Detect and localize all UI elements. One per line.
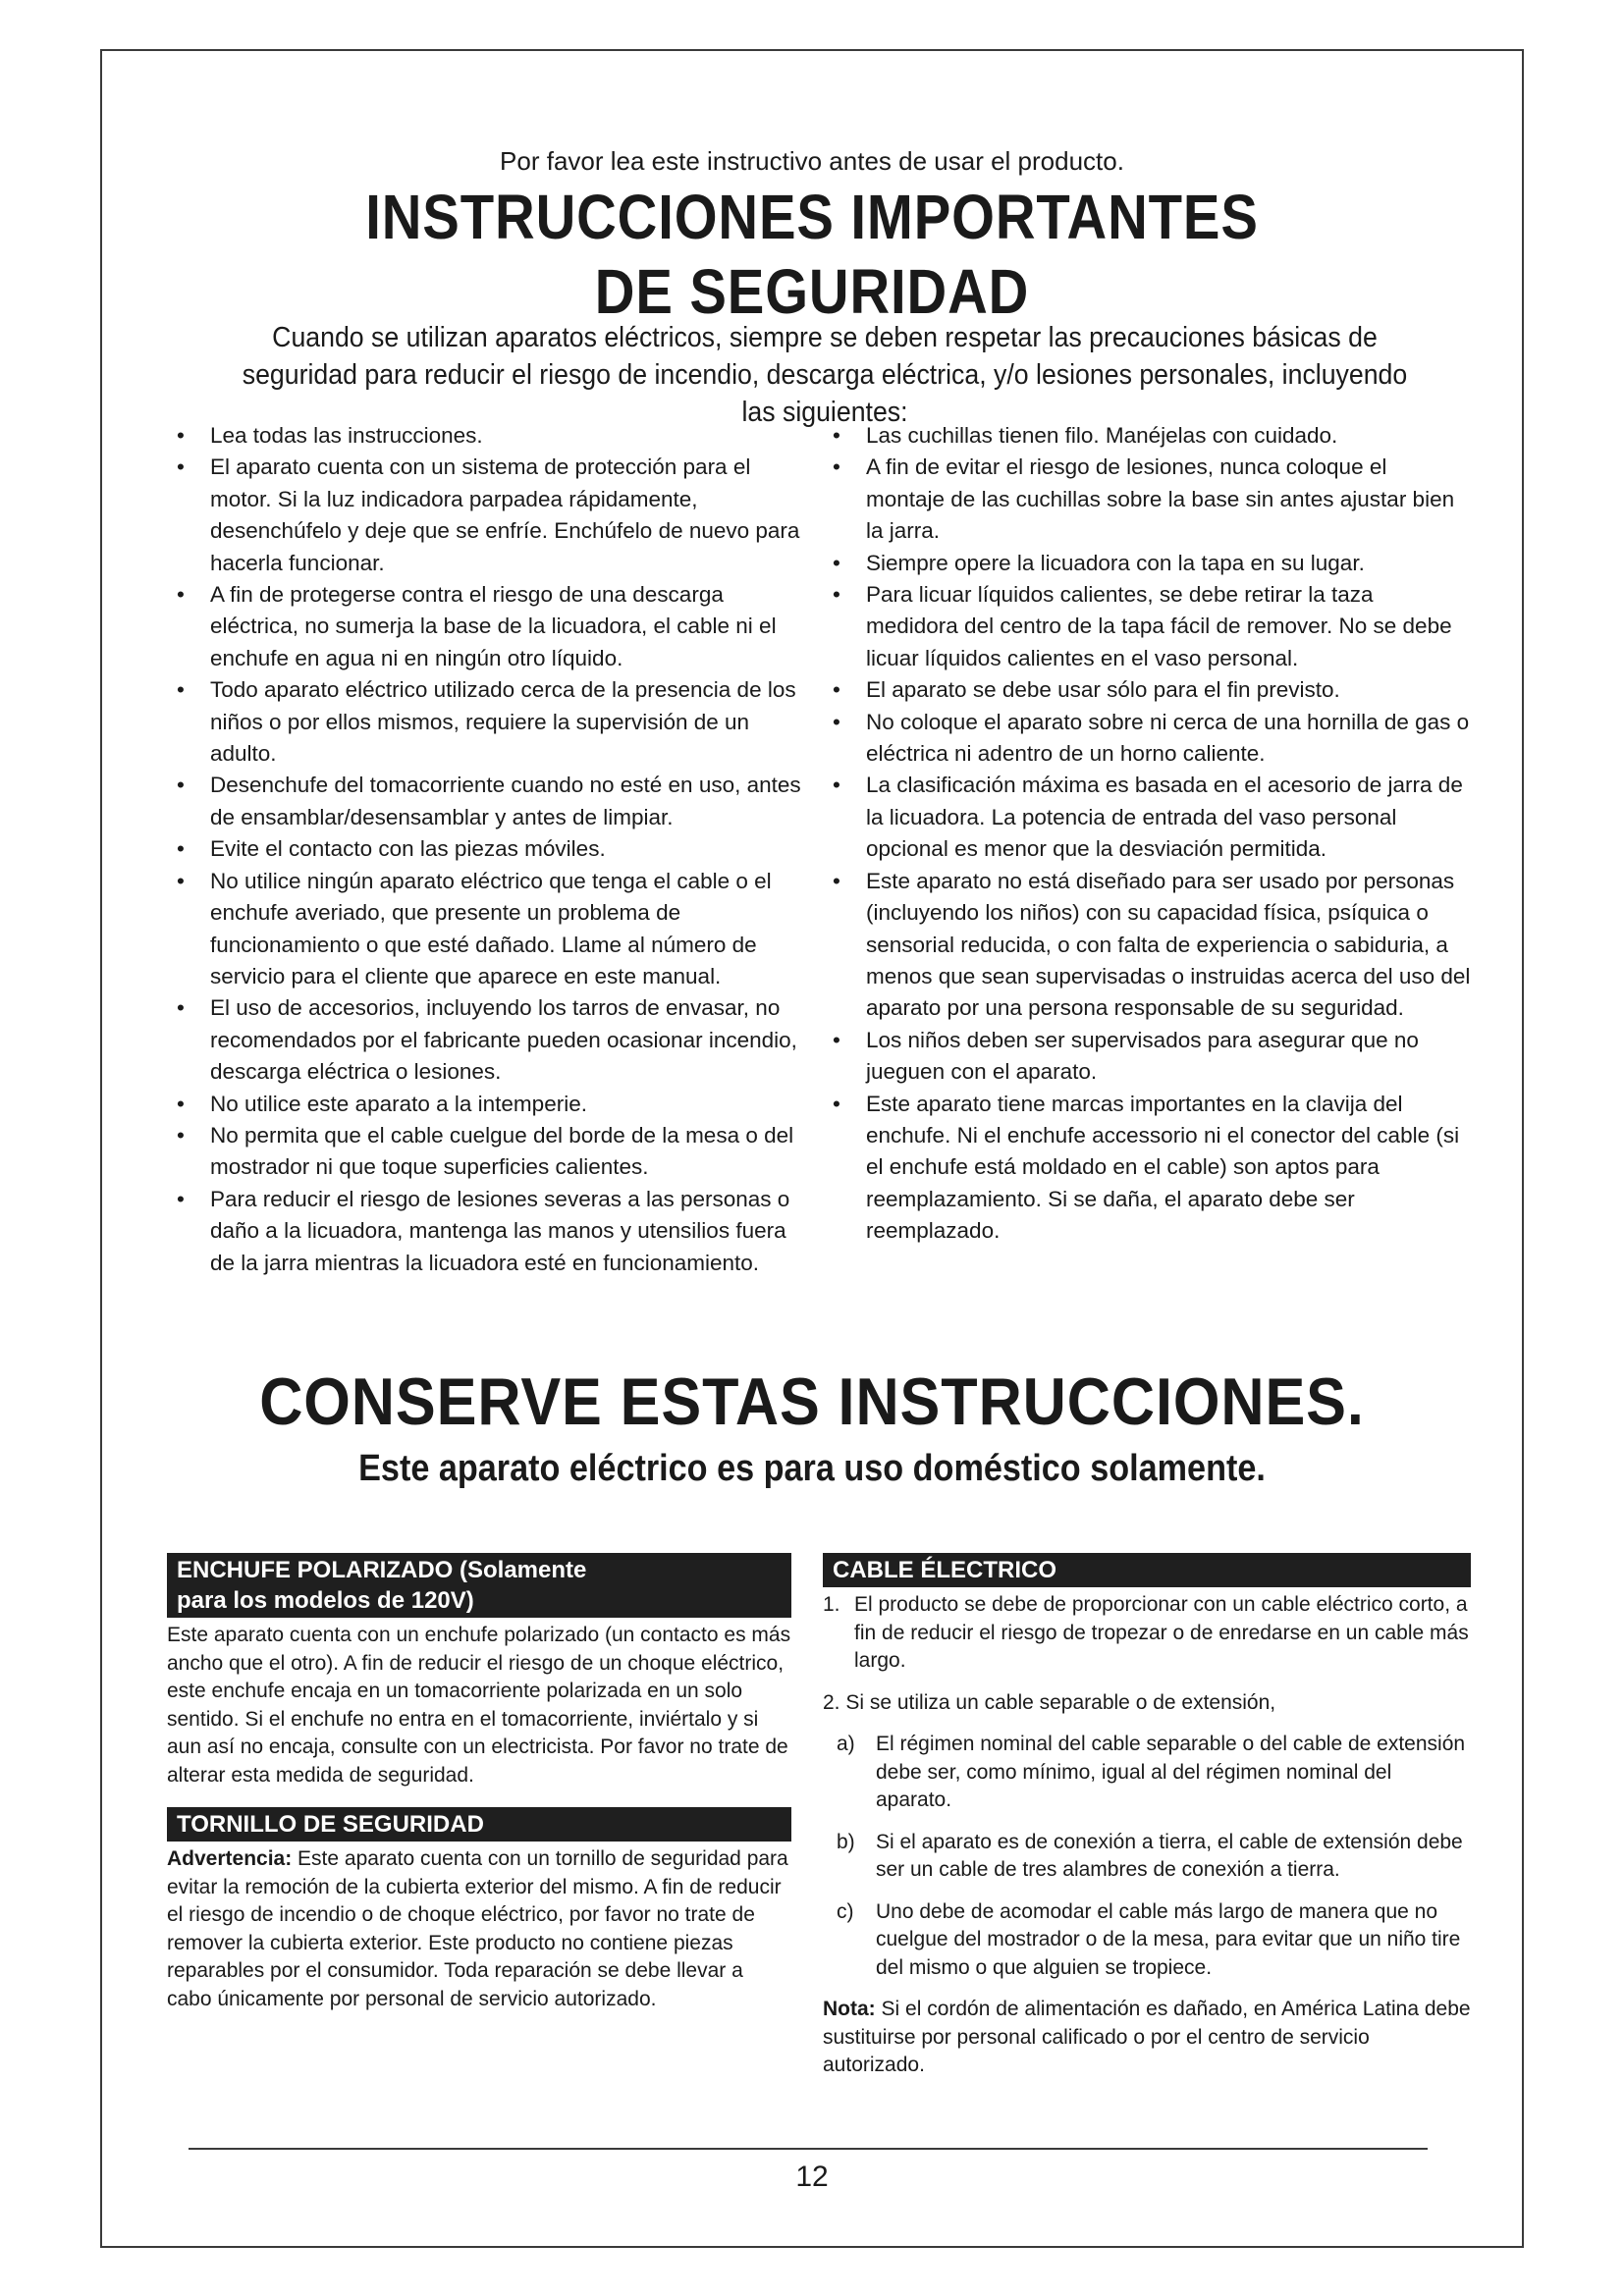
cord-sub-c	[823, 1898, 1471, 1983]
list-item: • Todo aparato eléctrico utilizado cerca de la presencia de los niños o por ellos mismos, requiere la supervisión de un adulto.	[167, 674, 805, 770]
warning-body: Este aparato cuenta con un tornillo de seguridad para evitar la remoción de la cubierta exterior del mismo. A fin de reducir el riesgo de incendio o de choque eléctrico, por favor no trate de remover la cubierta exterior. Este producto no contiene piezas reparables por el consumidor. Toda reparación se debe llevar a cabo únicamente por personal de servicio autorizado.	[167, 1847, 788, 2010]
safety-screw-text	[167, 1845, 791, 2013]
cord-note	[823, 1996, 1471, 2080]
cord-sub-c-text: Uno debe de acomodar el cable más largo de manera que no cuelgue del mostrador o de la mesa, para evitar que un niño tire del mismo o que alguien se tropiece.	[876, 1899, 1461, 1979]
polarized-plug-text: Este aparato cuenta con un enchufe polarizado (un contacto es más ancho que el otro). A fin de reducir el riesgo de un choque eléctrico, este enchufe encaja en un tomacorriente polarizada en un solo sentido. Si el enchufe no entra en el tomacorriente, inviértalo y si aun así no encaja, consulte con un electricista. Por favor no trate de alterar esta medida de seguridad.	[167, 1624, 791, 1787]
polarized-heading-line-1: ENCHUFE POLARIZADO (Solamente	[177, 1557, 587, 1583]
cord-item-2: 2. Si se utiliza un cable separable o de extensión,	[823, 1690, 1276, 1714]
list-item: • Desenchufe del tomacorriente cuando no esté en uso, antes de ensamblar/desensamblar y antes de limpiar.	[167, 770, 805, 833]
cord-sub-a-label: a)	[837, 1733, 855, 1755]
note-body: Si el cordón de alimentación es dañado, en América Latina debe sustituirse por personal calificado o por el centro de servicio autorizado.	[823, 1998, 1471, 2076]
household-use-subtitle: Este aparato eléctrico es para uso doméstico solamente.	[358, 1448, 1266, 1489]
cord-sub-b	[823, 1829, 1471, 1885]
cord-sub-a	[823, 1731, 1471, 1815]
list-item: • Este aparato tiene marcas importantes en la clavija del enchufe. Ni el enchufe accessorio ni el conector del cable (si el enchufe está moldado en el cable) son aptos para reemplazamiento. Si se daña, el aparato debe ser reemplazado.	[823, 1089, 1471, 1248]
left-info-column	[167, 1553, 791, 2025]
polarized-heading-line-2: para los modelos de 120V)	[177, 1587, 474, 1614]
note-label: Nota:	[823, 1998, 876, 2020]
right-bullet-column	[823, 420, 1471, 1248]
list-item: • Siempre opere la licuadora con la tapa en su lugar.	[823, 548, 1471, 579]
warning-label: Advertencia:	[167, 1847, 293, 1870]
list-item: • Los niños deben ser supervisados para asegurar que no jueguen con el aparato.	[823, 1025, 1471, 1089]
list-item: • Para licuar líquidos calientes, se debe retirar la taza medidora del centro de la tapa fácil de remover. No se debe licuar líquidos calientes en el vaso personal.	[823, 579, 1471, 674]
list-item: • Lea todas las instrucciones.	[167, 420, 805, 452]
list-item: • El aparato se debe usar sólo para el fin previsto.	[823, 674, 1471, 706]
right-info-column	[823, 1553, 1471, 2092]
list-item: • No coloque el aparato sobre ni cerca de una hornilla de gas o eléctrica ni adentro de un horno caliente.	[823, 707, 1471, 771]
footer-rule	[189, 2148, 1428, 2150]
left-bullet-column	[167, 420, 805, 1279]
list-item: • A fin de protegerse contra el riesgo de una descarga eléctrica, no sumerja la base de la licuadora, el cable ni el enchufe en agua ni en ningún otro líquido.	[167, 579, 805, 674]
list-item: • Las cuchillas tienen filo. Manéjelas con cuidado.	[823, 420, 1471, 452]
cord-sub-b-text: Si el aparato es de conexión a tierra, el cable de extensión debe ser un cable de tres alambres de conexión a tierra.	[876, 1830, 1463, 1881]
cord-item-1-text: El producto se debe de proporcionar con un cable eléctrico corto, a fin de reducir el riesgo de tropezar o de enredarse en un cable más largo.	[854, 1593, 1469, 1672]
save-instructions-title: CONSERVE ESTAS INSTRUCCIONES.	[259, 1364, 1365, 1439]
pre-read-note: Por favor lea este instructivo antes de usar el producto.	[500, 146, 1124, 176]
list-item: • El aparato cuenta con un sistema de protección para el motor. Si la luz indicadora parpadea rápidamente, desenchúfelo y deje que se enfríe. Enchúfelo de nuevo para hacerla funcionar.	[167, 452, 805, 579]
list-item: • No permita que el cable cuelgue del borde de la mesa o del mostrador ni que toque superficies calientes.	[167, 1120, 805, 1184]
list-item: • No utilice ningún aparato eléctrico que tenga el cable o el enchufe averiado, que presente un problema de funcionamiento o que esté dañado. Llame al número de servicio para el cliente que aparece en este manual.	[167, 866, 805, 993]
cord-sub-b-label: b)	[837, 1830, 855, 1853]
page-number: 12	[795, 2161, 829, 2193]
cord-item-1	[823, 1591, 1471, 1676]
list-item: • El uso de accesorios, incluyendo los tarros de envasar, no recomendados por el fabricante pueden ocasionar incendio, descarga eléctrica o lesiones.	[167, 992, 805, 1088]
list-item: • Para reducir el riesgo de lesiones severas a las personas o daño a la licuadora, mantenga las manos y utensilios fuera de la jarra mientras la licuadora esté en funcionamiento.	[167, 1184, 805, 1279]
cord-sub-a-text: El régimen nominal del cable separable o del cable de extensión debe ser, como mínimo, igual al del régimen nominal del aparato.	[876, 1733, 1466, 1811]
page-title	[97, 180, 1527, 329]
power-cord-heading: CABLE ÉLECTRICO	[823, 1553, 1471, 1587]
title-line-1: INSTRUCCIONES IMPORTANTES	[365, 182, 1259, 252]
cord-sub-c-label: c)	[837, 1899, 854, 1923]
safety-screw-heading: TORNILLO DE SEGURIDAD	[167, 1807, 791, 1842]
list-item: • Este aparato no está diseñado para ser usado por personas (incluyendo los niños) con su capacidad física, psíquica o sensorial reducida, o con falta de experiencia o sabiduria, a menos que sean supervisadas o instruidas acerca del uso del aparato por una persona responsable de su seguridad.	[823, 866, 1471, 1025]
polarized-plug-heading	[167, 1553, 791, 1618]
list-item: • No utilice este aparato a la intemperie.	[167, 1089, 805, 1120]
cord-item-1-number: 1.	[823, 1593, 840, 1616]
list-item: • A fin de evitar el riesgo de lesiones, nunca coloque el montaje de las cuchillas sobre la base sin antes ajustar bien la jarra.	[823, 452, 1471, 547]
list-item: • La clasificación máxima es basada en el acesorio de jarra de la licuadora. La potencia de entrada del vaso personal opcional es menor que la desviación permitida.	[823, 770, 1471, 865]
list-item: • Evite el contacto con las piezas móviles.	[167, 833, 805, 865]
title-line-2: DE SEGURIDAD	[594, 256, 1030, 327]
intro-paragraph: Cuando se utilizan aparatos eléctricos, siempre se deben respetar las precauciones básicas de seguridad para reducir el riesgo de incendio, descarga eléctrica, y/o lesiones personales, incluyendo las siguientes:	[242, 322, 1408, 428]
